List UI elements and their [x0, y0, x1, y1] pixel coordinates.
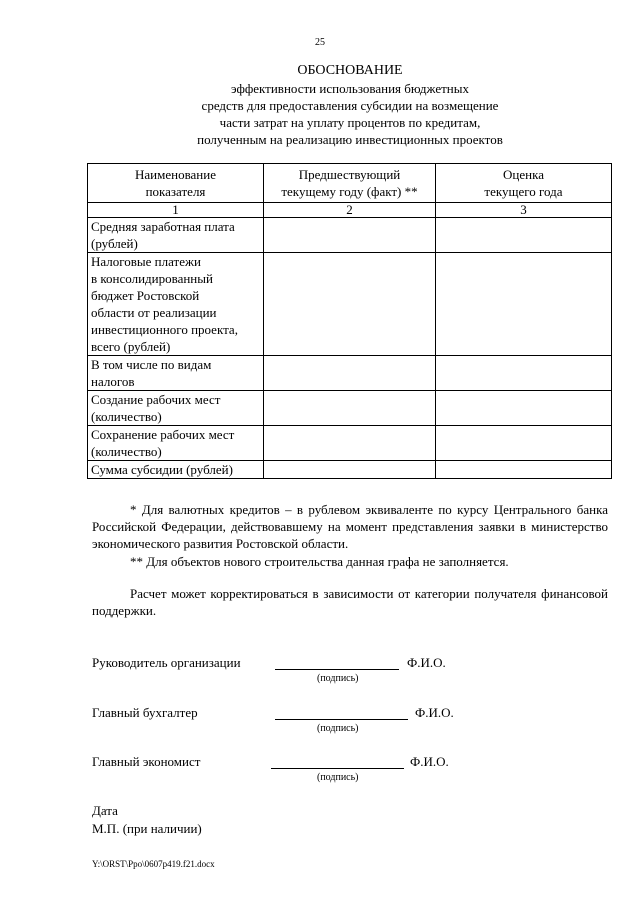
- document-title: [90, 62, 610, 148]
- signature-line: [275, 719, 408, 720]
- row-label-jobs-preserved: Сохранение рабочих мест (количество): [88, 426, 264, 461]
- header-previous-year: Предшествующий текущему году (факт) **: [264, 164, 436, 203]
- table-row: [88, 461, 612, 479]
- row-label-jobs-created: Создание рабочих мест (количество): [88, 391, 264, 426]
- table-row: [88, 391, 612, 426]
- value-cell: [264, 218, 436, 253]
- signature-line: [275, 669, 399, 670]
- header-indicator-name: Наименование показателя: [88, 164, 264, 203]
- footer-file-path: Y:\ORST\Ppo\0607p419.f21.docx: [92, 859, 215, 869]
- value-cell: [264, 356, 436, 391]
- table-row: [88, 218, 612, 253]
- signature-hint: (подпись): [317, 723, 359, 734]
- table-row: [88, 253, 612, 356]
- row-label-tax-payments: Налоговые платежи в консолидированный бюджет Ростовской области от реализации инвестиционного проекта, всего (рублей): [88, 253, 264, 356]
- title-line: средств для предоставления субсидии на возмещение: [201, 98, 499, 113]
- title-main: ОБОСНОВАНИЕ: [297, 63, 403, 78]
- signature-label: Руководитель организации: [92, 655, 241, 670]
- signature-line: [271, 768, 404, 769]
- value-cell: [436, 461, 612, 479]
- footnote-currency-credits: * Для валютных кредитов – в рублевом эквиваленте по курсу Центрального банка Российской Федерации, действовавшему на момент представления заявки в министерство экономического развития Ростовской области.: [92, 502, 608, 551]
- date-stamp-block: [92, 802, 202, 838]
- signature-label: Главный экономист: [92, 754, 201, 769]
- stamp-label: М.П. (при наличии): [92, 821, 202, 836]
- indicators-table: [87, 163, 612, 479]
- header-current-year-estimate: Оценка текущего года: [436, 164, 612, 203]
- signature-fio: Ф.И.О.: [410, 754, 449, 769]
- value-cell: [264, 426, 436, 461]
- value-cell: [436, 356, 612, 391]
- signature-hint: (подпись): [317, 772, 359, 783]
- notes-section: [92, 501, 608, 619]
- signature-label: Главный бухгалтер: [92, 705, 198, 720]
- calculation-note: Расчет может корректироваться в зависимости от категории получателя финансовой поддержки.: [92, 586, 608, 618]
- table-row: [88, 356, 612, 391]
- table-row: [88, 426, 612, 461]
- row-label-average-salary: Средняя заработная плата (рублей): [88, 218, 264, 253]
- row-label-tax-types: В том числе по видам налогов: [88, 356, 264, 391]
- column-number: 2: [264, 203, 436, 218]
- column-numbers-row: [88, 203, 612, 218]
- value-cell: [264, 391, 436, 426]
- value-cell: [436, 253, 612, 356]
- title-line: части затрат на уплату процентов по кредитам,: [219, 115, 481, 130]
- signature-fio: Ф.И.О.: [407, 655, 446, 670]
- date-label: Дата: [92, 803, 118, 818]
- title-line: эффективности использования бюджетных: [230, 81, 469, 96]
- value-cell: [436, 426, 612, 461]
- signature-fio: Ф.И.О.: [415, 705, 454, 720]
- value-cell: [436, 391, 612, 426]
- value-cell: [436, 218, 612, 253]
- table-header-row: [88, 164, 612, 203]
- value-cell: [264, 253, 436, 356]
- value-cell: [264, 461, 436, 479]
- signature-hint: (подпись): [317, 673, 359, 684]
- row-label-subsidy-amount: Сумма субсидии (рублей): [88, 461, 264, 479]
- column-number: 1: [88, 203, 264, 218]
- title-line: полученным на реализацию инвестиционных проектов: [197, 132, 503, 147]
- page-number: 25: [315, 37, 325, 48]
- footnote-new-construction: ** Для объектов нового строительства данная графа не заполняется.: [130, 554, 509, 569]
- column-number: 3: [436, 203, 612, 218]
